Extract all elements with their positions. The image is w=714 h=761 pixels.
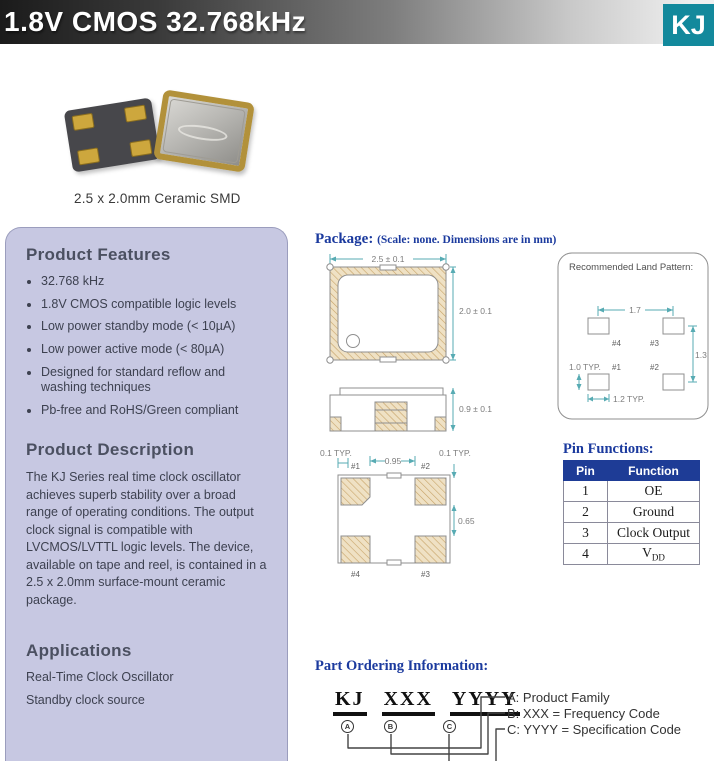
part-group-frequency: XXX	[382, 688, 435, 716]
pin4-label: #4	[351, 570, 360, 579]
lp-dim-pad-w: 1.2 TYP.	[613, 394, 645, 404]
pin1-label: #1	[351, 462, 360, 471]
lp-dim-height: 1.3	[695, 350, 707, 360]
legend-item: C: YYYY = Specification Code	[507, 722, 682, 737]
package-title-text: Package:	[315, 231, 374, 247]
feature-item: • 32.768 kHz	[41, 274, 271, 290]
pin-number: 1	[564, 481, 608, 502]
lp-dim-pad-h: 1.0 TYP.	[569, 362, 601, 372]
table-row	[564, 481, 700, 502]
feature-item: • Designed for standard reflow and washing techniques	[41, 365, 271, 396]
feature-item: • 1.8V CMOS compatible logic levels	[41, 297, 271, 313]
lp-pin4: #4	[612, 339, 621, 348]
legend-item: A: Product Family	[507, 690, 610, 705]
feature-item: • Low power active mode (< 80µA)	[41, 342, 271, 358]
pin-number: 4	[564, 544, 608, 565]
chip-pad	[72, 113, 95, 131]
applications-heading: Applications	[26, 641, 132, 661]
chip-pad	[124, 105, 147, 123]
pin-functions-title: Pin Functions:	[563, 441, 654, 457]
dim-side-height: 0.9 ± 0.1	[459, 404, 493, 414]
lp-dim-width: 1.7	[629, 305, 641, 315]
table-row	[564, 523, 700, 544]
pin2-label: #2	[421, 462, 430, 471]
pin-functions-table	[563, 460, 700, 565]
features-heading: Product Features	[26, 245, 171, 264]
brand-logo	[663, 4, 714, 46]
description-text: The KJ Series real time clock oscillator achieves superb stability over a broad range of operating conditions. The output clock signal is compatible with LVCMOS/LVTTL logic levels. The device, available on tape and reel, is contained in a 2.5 x 2.0mm surface-mount ceramic package.	[26, 470, 267, 607]
lp-pin1: #1	[612, 363, 621, 372]
sidebar-panel	[5, 227, 288, 761]
product-photo-bottom-view	[64, 97, 161, 172]
dim-bottom-left-typ: 0.1 TYP.	[320, 448, 352, 458]
column-header-pin: Pin	[564, 461, 608, 481]
callout-circle-c: C	[443, 720, 456, 733]
column-header-function: Function	[608, 461, 700, 481]
chip-pad	[129, 139, 152, 157]
feature-item: • Pb-free and RoHS/Green compliant	[41, 403, 271, 419]
legend-item: B: XXX = Frequency Code	[507, 706, 660, 721]
land-pattern-box	[557, 252, 709, 422]
vdd-subscript: DD	[651, 552, 665, 563]
pin-function: Clock Output	[608, 523, 700, 544]
package-top-view	[327, 254, 492, 363]
package-drawing	[315, 250, 560, 590]
features-list	[26, 274, 271, 418]
package-title-note: (Scale: none. Dimensions are in mm)	[377, 234, 557, 246]
table-row	[564, 502, 700, 523]
pin-number: 2	[564, 502, 608, 523]
ordering-legend	[507, 690, 681, 738]
pin-number: 3	[564, 523, 608, 544]
pin-function: $V_{DD}$	[608, 544, 700, 565]
application-item: Standby clock source	[26, 693, 145, 708]
part-ordering-title: Part Ordering Information:	[315, 658, 489, 674]
callout-circle-a: A	[341, 720, 354, 733]
pin-function: OE	[608, 481, 700, 502]
dim-top-width: 2.5 ± 0.1	[371, 254, 405, 264]
part-group-spec: YYYY	[450, 688, 520, 716]
product-photo-top-view	[153, 89, 255, 173]
lp-pin3: #3	[650, 339, 659, 348]
description-heading: Product Description	[26, 440, 195, 460]
dim-bottom-pitch: 0.95	[384, 456, 402, 466]
dim-bottom-gap: 0.65	[458, 516, 475, 526]
dim-bottom-right-typ: 0.1 TYP.	[439, 448, 471, 458]
package-side-view	[330, 388, 492, 431]
dim-top-height: 2.0 ± 0.1	[459, 306, 493, 316]
land-pattern-title: Recommended Land Pattern:	[569, 262, 694, 273]
application-item: Real-Time Clock Oscillator	[26, 670, 174, 685]
lp-pin2: #2	[650, 363, 659, 372]
feature-item: • Low power standby mode (< 10µA)	[41, 319, 271, 335]
photo-caption: 2.5 x 2.0mm Ceramic SMD	[74, 191, 241, 206]
brand-logo-text: KJ	[671, 9, 706, 40]
header-bar	[0, 0, 714, 44]
page-title: 1.8V CMOS 32.768kHz	[4, 6, 307, 37]
callout-circle-b: B	[384, 720, 397, 733]
table-header-row	[564, 461, 700, 481]
package-bottom-view	[320, 448, 475, 579]
package-section-title	[315, 231, 556, 248]
pin-function: Ground	[608, 502, 700, 523]
chip-pad	[77, 147, 100, 165]
part-group-family: KJ	[333, 688, 367, 716]
table-row	[564, 544, 700, 565]
pin3-label: #3	[421, 570, 430, 579]
